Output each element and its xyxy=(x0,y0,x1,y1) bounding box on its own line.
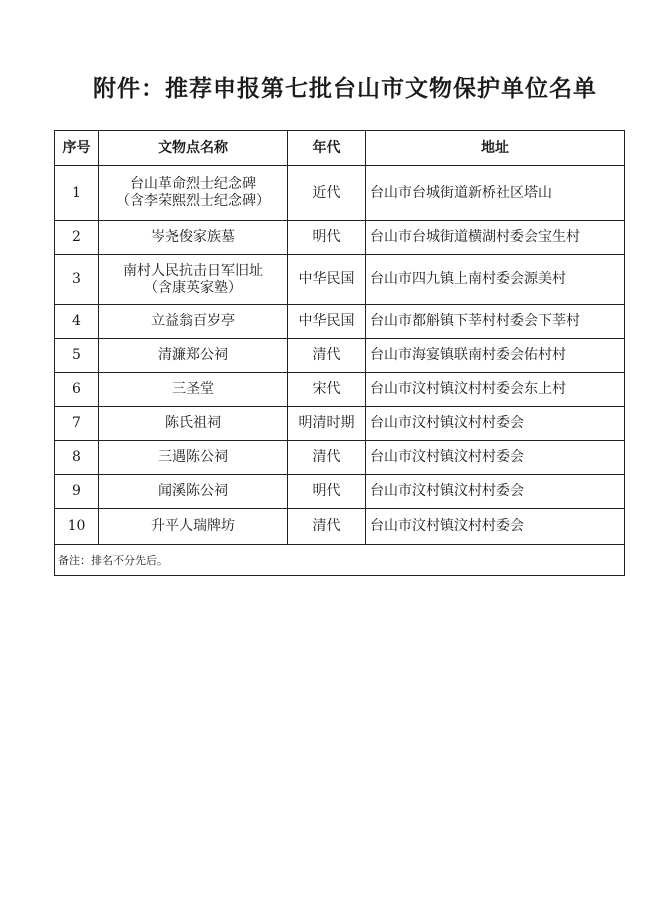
table-row xyxy=(55,255,625,305)
cell-address: 台山市台城街道横湖村委会宝生村 xyxy=(366,221,625,255)
name-line: 立益翁百岁亭 xyxy=(151,313,235,329)
table-row xyxy=(55,305,625,339)
name-line: （含康英家塾） xyxy=(144,279,242,296)
cell-no: 8 xyxy=(55,441,99,475)
cell-name xyxy=(99,255,288,305)
cell-no: 10 xyxy=(55,509,99,545)
name-line: 清濂郑公祠 xyxy=(158,347,228,363)
name-line: 升平人瑞牌坊 xyxy=(151,518,235,534)
table-row xyxy=(55,339,625,373)
cell-address: 台山市汶村镇汶村村委会 xyxy=(366,441,625,475)
table-row xyxy=(55,441,625,475)
table-row xyxy=(55,407,625,441)
cell-address: 台山市汶村镇汶村村委会东上村 xyxy=(366,373,625,407)
cell-name xyxy=(99,441,288,475)
header-address: 地址 xyxy=(366,131,625,166)
cell-name xyxy=(99,305,288,339)
name-line: 三遇陈公祠 xyxy=(158,449,228,465)
cell-no: 1 xyxy=(55,166,99,221)
name-line: （含李荣熙烈士纪念碑） xyxy=(116,193,270,209)
cell-era: 清代 xyxy=(288,339,366,373)
cell-name xyxy=(99,407,288,441)
note-text: 备注：排名不分先后。 xyxy=(55,545,625,576)
table-row xyxy=(55,475,625,509)
cell-era: 宋代 xyxy=(288,373,366,407)
header-era: 年代 xyxy=(288,131,366,166)
name-line: 陈氏祖祠 xyxy=(165,415,221,431)
cell-address: 台山市海宴镇联南村委会佑村村 xyxy=(366,339,625,373)
cell-era: 明代 xyxy=(288,475,366,509)
cell-era: 清代 xyxy=(288,509,366,545)
cell-era: 明清时期 xyxy=(288,407,366,441)
cell-no: 9 xyxy=(55,475,99,509)
header-name: 文物点名称 xyxy=(99,131,288,166)
cell-name xyxy=(99,221,288,255)
name-line: 岑尧俊家族墓 xyxy=(151,229,235,245)
name-line: 南村人民抗击日军旧址 xyxy=(123,262,263,279)
cell-era: 中华民国 xyxy=(288,305,366,339)
document-title: 附件：推荐申报第七批台山市文物保护单位名单 xyxy=(93,76,597,102)
cell-name xyxy=(99,475,288,509)
cell-era: 清代 xyxy=(288,441,366,475)
cell-address: 台山市都斛镇下莘村村委会下莘村 xyxy=(366,305,625,339)
cell-no: 4 xyxy=(55,305,99,339)
cell-era: 明代 xyxy=(288,221,366,255)
cell-no: 2 xyxy=(55,221,99,255)
table-row xyxy=(55,221,625,255)
table-row xyxy=(55,166,625,221)
cell-address: 台山市汶村镇汶村村委会 xyxy=(366,407,625,441)
note-row xyxy=(55,545,625,576)
cell-address: 台山市四九镇上南村委会源美村 xyxy=(366,255,625,305)
cell-name xyxy=(99,373,288,407)
table-body xyxy=(55,166,625,545)
heritage-list-table xyxy=(54,130,625,576)
name-line: 台山革命烈士纪念碑 xyxy=(130,176,256,192)
cell-name xyxy=(99,166,288,221)
cell-no: 5 xyxy=(55,339,99,373)
table-row xyxy=(55,509,625,545)
cell-no: 6 xyxy=(55,373,99,407)
table-header-row xyxy=(55,131,625,166)
name-line: 三圣堂 xyxy=(172,381,214,397)
table-row xyxy=(55,373,625,407)
cell-no: 7 xyxy=(55,407,99,441)
cell-era: 中华民国 xyxy=(288,255,366,305)
cell-name xyxy=(99,509,288,545)
cell-address: 台山市汶村镇汶村村委会 xyxy=(366,509,625,545)
cell-address: 台山市汶村镇汶村村委会 xyxy=(366,475,625,509)
cell-address: 台山市台城街道新桥社区塔山 xyxy=(366,166,625,221)
cell-no: 3 xyxy=(55,255,99,305)
cell-name xyxy=(99,339,288,373)
header-no: 序号 xyxy=(55,131,99,166)
name-line: 闻溪陈公祠 xyxy=(158,483,228,499)
cell-era: 近代 xyxy=(288,166,366,221)
